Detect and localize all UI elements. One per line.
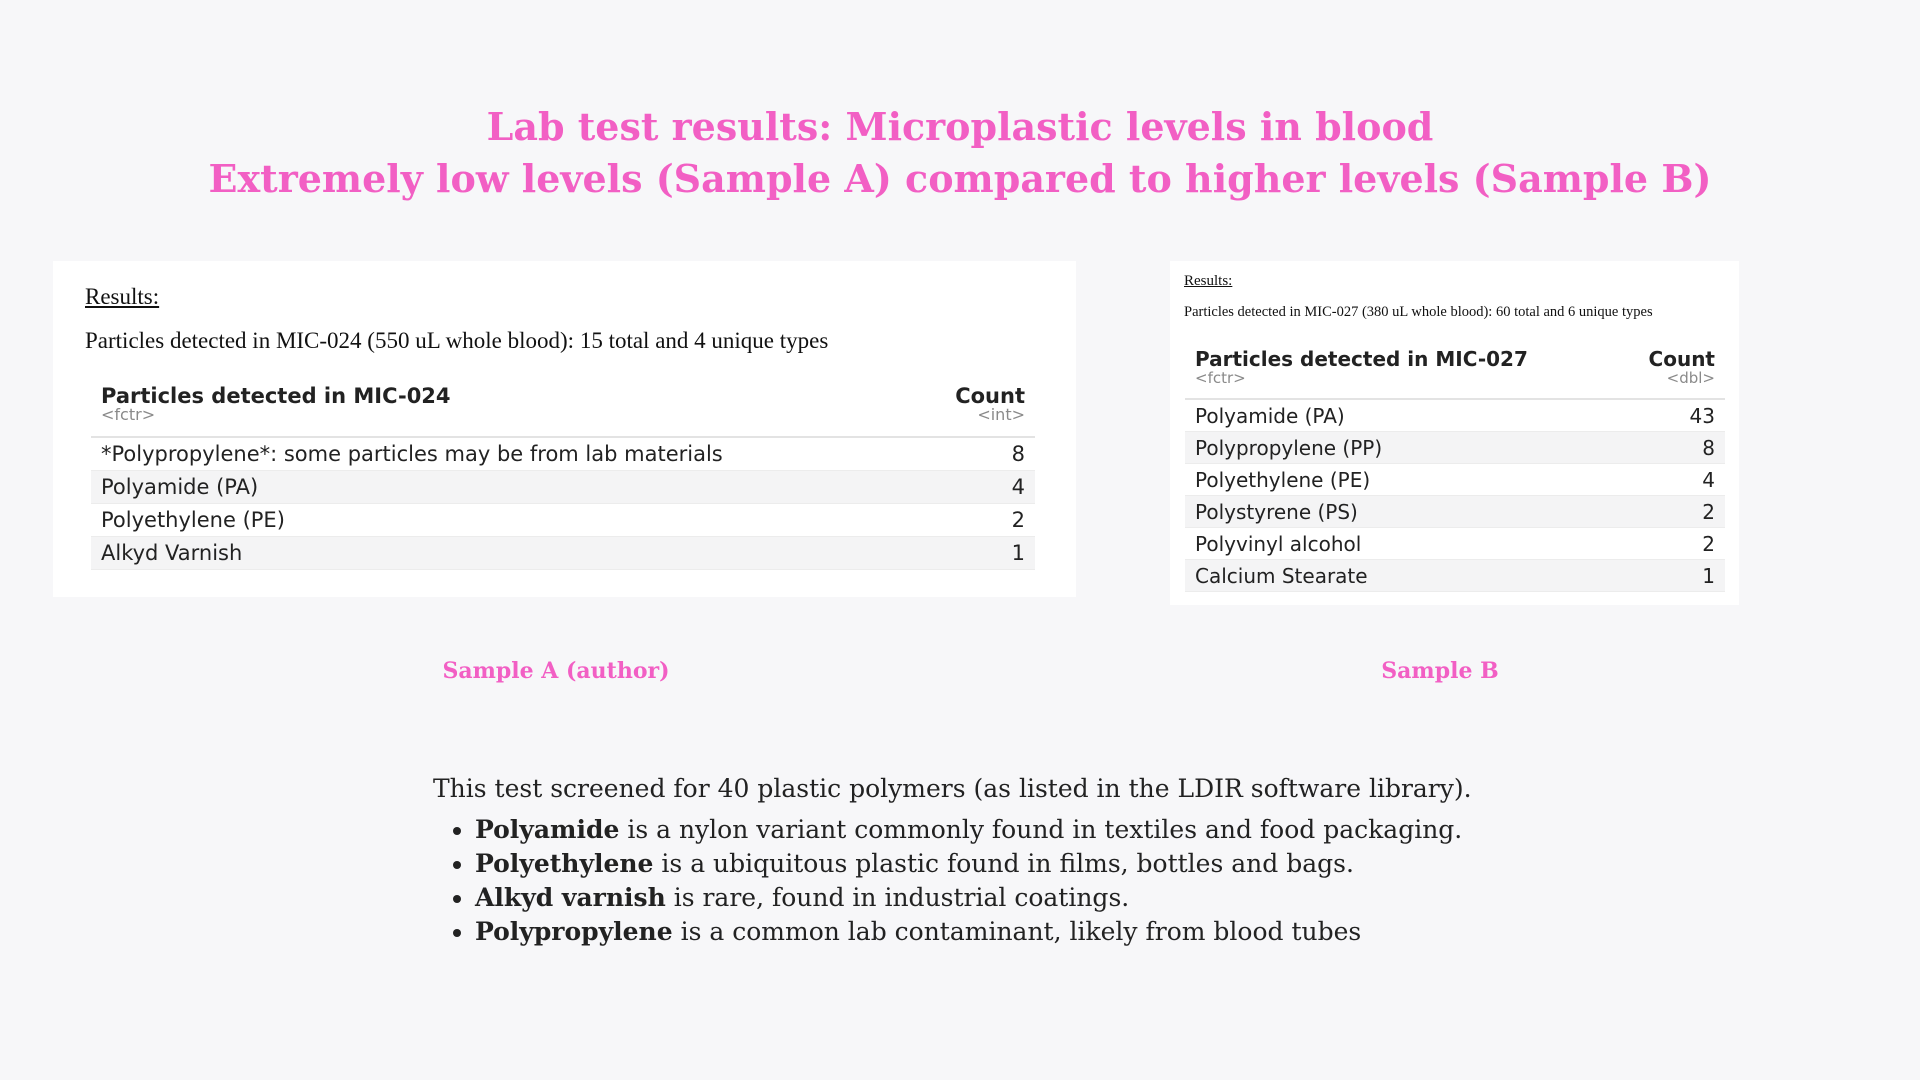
- particle-name: Polyvinyl alcohol: [1195, 531, 1362, 556]
- column-type: <int>: [977, 405, 1025, 424]
- particle-name: Polyamide (PA): [1195, 403, 1345, 428]
- particle-name: Alkyd Varnish: [101, 541, 243, 565]
- table-header-row: [1185, 341, 1725, 399]
- results-table: [91, 376, 1035, 570]
- column-header-particles: [91, 376, 919, 437]
- column-header-particles: [1185, 341, 1619, 399]
- list-item: [475, 813, 1462, 847]
- table-row: [91, 471, 1035, 504]
- column-title: Particles detected in MIC-027: [1195, 347, 1528, 371]
- polymer-description: is a common lab contaminant, likely from blood tubes: [672, 917, 1362, 946]
- table-row: [1185, 528, 1725, 560]
- particle-name: Polystyrene (PS): [1195, 499, 1358, 524]
- particle-count: 8: [1011, 442, 1025, 466]
- list-item: [475, 915, 1462, 949]
- particle-name: Calcium Stearate: [1195, 563, 1368, 588]
- table-row: [91, 504, 1035, 537]
- list-item: [475, 881, 1462, 915]
- sample-a-panel: [53, 261, 1076, 597]
- table-header-row: [91, 376, 1035, 437]
- particle-count: 2: [1702, 499, 1715, 524]
- particle-name: Polyethylene (PE): [1195, 467, 1371, 492]
- results-label: Results:: [85, 284, 160, 309]
- particle-name: Polyamide (PA): [101, 475, 259, 499]
- particle-count: 2: [1702, 531, 1715, 556]
- table-row: [91, 437, 1035, 471]
- table-row: [1185, 399, 1725, 432]
- column-title: Count: [1648, 347, 1715, 371]
- polymer-description: is a nylon variant commonly found in textiles and food packaging.: [619, 815, 1463, 844]
- page-title: Lab test results: Microplastic levels in blood: [486, 104, 1434, 149]
- particle-count: 8: [1702, 435, 1715, 460]
- column-type: <fctr>: [1195, 369, 1246, 387]
- particle-name: Polypropylene (PP): [1195, 435, 1383, 460]
- particle-count: 2: [1011, 508, 1025, 532]
- particle-count: 4: [1702, 467, 1715, 492]
- list-item: [475, 847, 1462, 881]
- table-row: [1185, 432, 1725, 464]
- column-title: Particles detected in MIC-024: [101, 384, 451, 408]
- column-title: Count: [955, 384, 1025, 408]
- polymer-term: Polypropylene: [475, 917, 673, 946]
- particle-name: *Polypropylene*: some particles may be from lab materials: [101, 442, 723, 466]
- polymer-term: Alkyd varnish: [475, 883, 666, 912]
- particle-count: 1: [1702, 563, 1715, 588]
- column-header-count: [919, 376, 1035, 437]
- particle-count: 1: [1011, 541, 1025, 565]
- sample-b-caption: Sample B: [1381, 658, 1499, 684]
- particle-count: 4: [1011, 475, 1025, 499]
- polymer-notes-list: [433, 813, 1462, 949]
- sample-b-panel: [1170, 261, 1739, 605]
- results-summary: Particles detected in MIC-027 (380 uL whole blood): 60 total and 6 unique types: [1184, 304, 1653, 320]
- table-row: [1185, 496, 1725, 528]
- results-summary: Particles detected in MIC-024 (550 uL whole blood): 15 total and 4 unique types: [85, 328, 829, 353]
- polymer-description: is a ubiquitous plastic found in films, bottles and bags.: [653, 849, 1354, 878]
- results-table: [1185, 341, 1725, 592]
- results-label: Results:: [1184, 273, 1233, 289]
- polymer-term: Polyethylene: [475, 849, 654, 878]
- table-row: [1185, 464, 1725, 496]
- particle-name: Polyethylene (PE): [101, 508, 285, 532]
- page-subtitle: Extremely low levels (Sample A) compared to higher levels (Sample B): [208, 156, 1712, 201]
- column-type: <fctr>: [101, 405, 156, 424]
- screening-note: This test screened for 40 plastic polymers (as listed in the LDIR software library).: [433, 774, 1472, 803]
- polymer-description: is rare, found in industrial coatings.: [665, 883, 1130, 912]
- particle-count: 43: [1689, 403, 1715, 428]
- column-type: <dbl>: [1666, 369, 1715, 387]
- sample-a-caption: Sample A (author): [442, 658, 670, 684]
- table-row: [91, 537, 1035, 570]
- column-header-count: [1619, 341, 1725, 399]
- table-row: [1185, 560, 1725, 592]
- polymer-term: Polyamide: [475, 815, 620, 844]
